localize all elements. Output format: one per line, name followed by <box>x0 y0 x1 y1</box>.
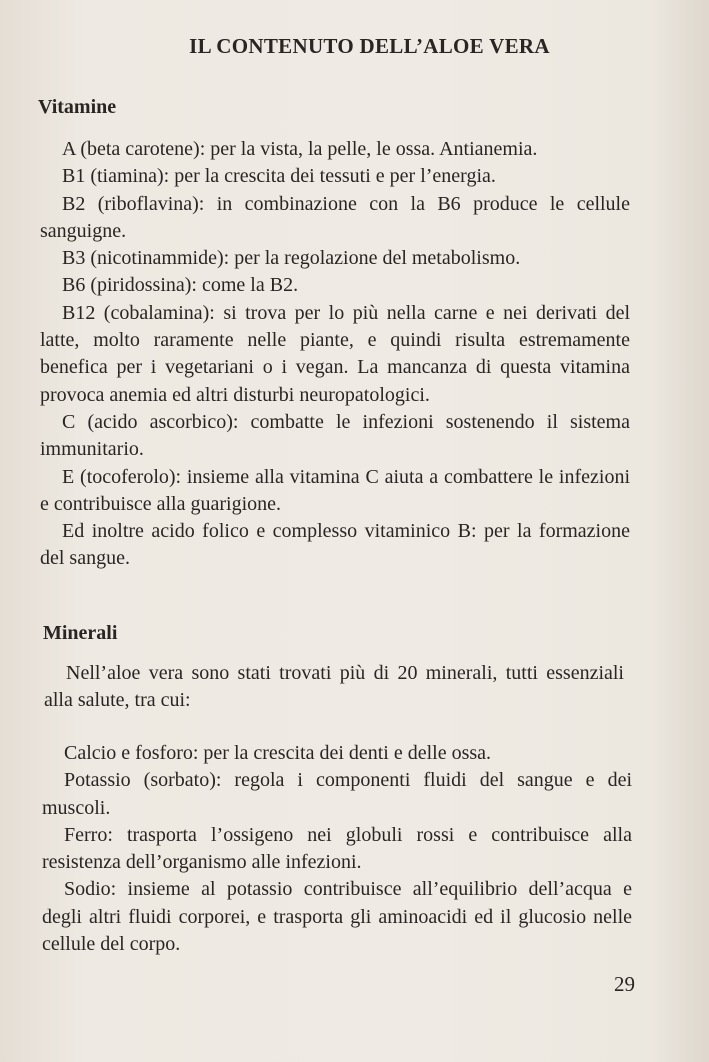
vitamine-list <box>40 136 630 573</box>
mineral-item: Potassio (sorbato): regola i componenti fluidi del sangue e dei muscoli. <box>42 769 632 819</box>
section-heading-minerali: Minerali <box>43 622 118 644</box>
mineral-item: Ferro: trasporta l’ossigeno nei globuli rossi e contribuisce alla resistenza dell’organismo alle infezioni. <box>42 823 632 874</box>
vitamin-item: Ed inoltre acido folico e complesso vitaminico B: per la formazione del sangue. <box>40 520 630 570</box>
vitamin-item: B12 (cobalamina): si trova per lo più nella carne e nei derivati del latte, molto raramente nelle piante, e quindi risulta estremamente benefica per i vegetariani o i vegan. La mancanza di questa vitamina provoca anemia ed altri disturbi neuropatologici. <box>40 301 630 406</box>
vitamin-item: B2 (riboflavina): in combinazione con la B6 produce le cellule sanguigne. <box>40 192 630 242</box>
minerali-list <box>42 740 632 958</box>
vitamin-item: B3 (nicotinammide): per la regolazione del metabolismo. <box>62 247 521 270</box>
page-title: IL CONTENUTO DELL’ALOE VERA <box>189 34 550 58</box>
section-heading-vitamine: Vitamine <box>38 96 117 118</box>
vitamin-item: A (beta carotene): per la vista, la pelle, le ossa. Antianemia. <box>62 138 538 160</box>
minerali-intro <box>44 660 624 715</box>
mineral-item: Sodio: insieme al potassio contribuisce all’equilibrio dell’acqua e degli altri fluidi corporei, e trasporta gli aminoacidi ed il glucosio nelle cellule del corpo. <box>42 878 632 956</box>
minerali-intro-text: Nell’aloe vera sono stati trovati più di 20 minerali, tutti essenziali alla salute, tra cui: <box>44 662 624 712</box>
vitamin-item: B1 (tiamina): per la crescita dei tessuti e per l’energia. <box>62 165 496 188</box>
page-number: 29 <box>614 972 635 996</box>
vitamin-item: C (acido ascorbico): combatte le infezioni sostenendo il sistema immunitario. <box>40 410 630 461</box>
vitamin-item: B6 (piridossina): come la B2. <box>62 274 299 297</box>
mineral-item: Calcio e fosforo: per la crescita dei denti e delle ossa. <box>64 742 492 764</box>
vitamin-item: E (tocoferolo): insieme alla vitamina C aiuta a combattere le infezioni e contribuisce alla guarigione. <box>40 465 630 515</box>
